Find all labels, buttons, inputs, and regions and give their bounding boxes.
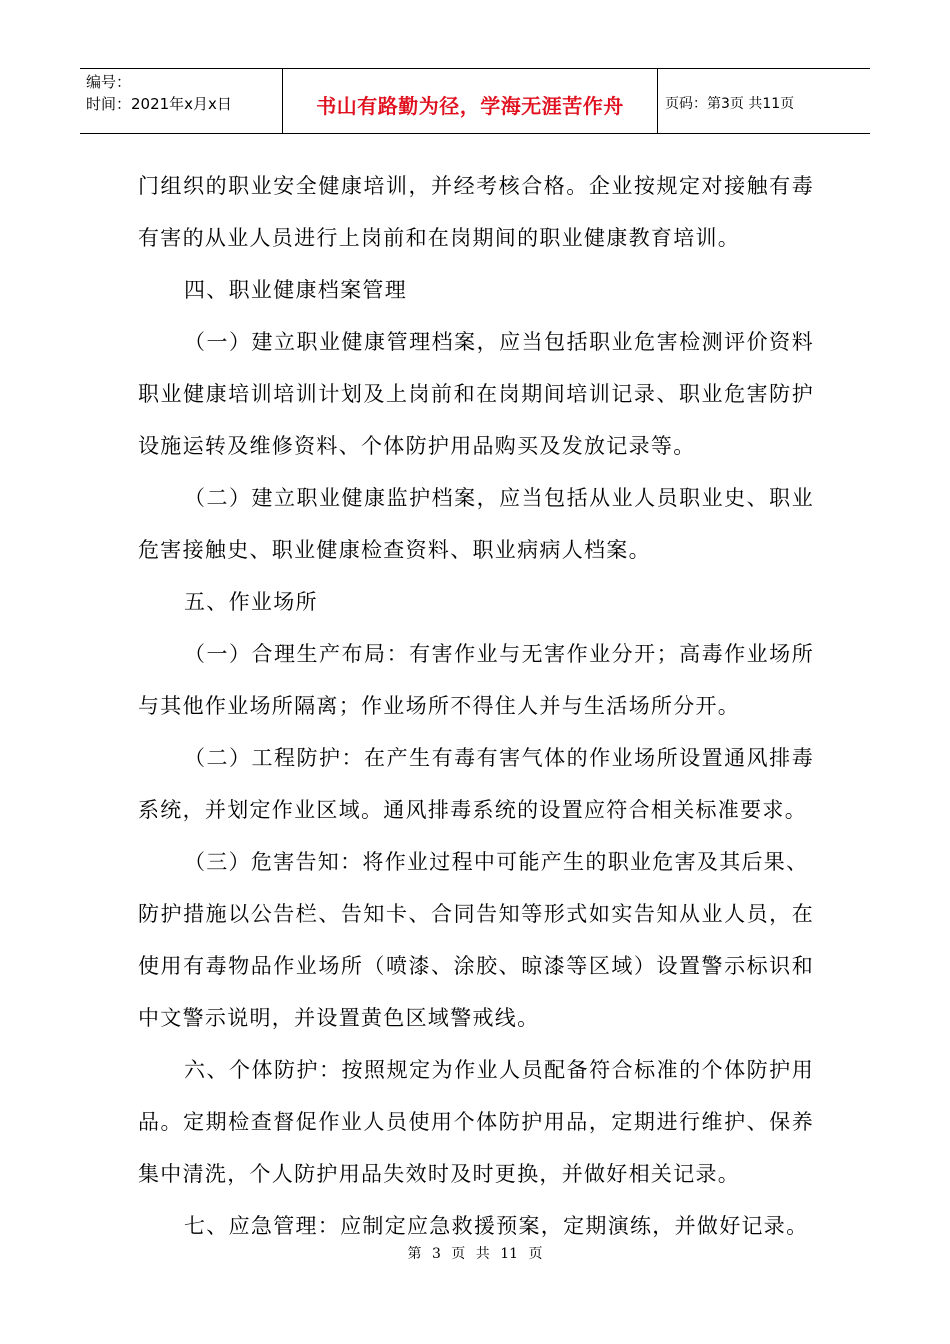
body-line: （二）工程防护：在产生有毒有害气体的作业场所设置通风排毒 [184, 746, 814, 770]
body-line: 六、个体防护：按照规定为作业人员配备符合标准的个体防护用 [184, 1058, 814, 1082]
body-line: （二）建立职业健康监护档案，应当包括从业人员职业史、职业 [184, 486, 814, 510]
page-footer: 第 3 页 共 11 页 [407, 1246, 543, 1262]
header-meta [80, 69, 283, 133]
body-line: 集中清洗，个人防护用品失效时及时更换，并做好相关记录。 [138, 1162, 741, 1186]
document-number-label: 编号： [86, 73, 132, 91]
body-line: 设施运转及维修资料、个体防护用品购买及发放记录等。 [138, 434, 696, 458]
header-motto: 书山有路勤为径，学海无涯苦作舟 [283, 69, 658, 133]
body-line: 门组织的职业安全健康培训，并经考核合格。企业按规定对接触有毒 [138, 174, 814, 198]
body-line: （一）建立职业健康管理档案，应当包括职业危害检测评价资料 [184, 330, 814, 354]
section-heading: 四、职业健康档案管理 [184, 278, 407, 302]
page-header [80, 68, 870, 134]
section-heading: 五、作业场所 [184, 590, 318, 614]
body-line: 有害的从业人员进行上岗前和在岗期间的职业健康教育培训。 [138, 226, 741, 250]
header-page-info: 页码：第3页 共11页 [665, 96, 795, 112]
body-line: 系统，并划定作业区域。通风排毒系统的设置应符合相关标准要求。 [138, 798, 807, 822]
body-line: 职业健康培训培训计划及上岗前和在岗期间培训记录、职业危害防护 [138, 382, 814, 406]
document-date: 时间：2021年x月x日 [86, 95, 232, 113]
body-line: 与其他作业场所隔离；作业场所不得住人并与生活场所分开。 [138, 694, 741, 718]
body-line: 危害接触史、职业健康检查资料、职业病病人档案。 [138, 538, 651, 562]
body-line: 防护措施以公告栏、告知卡、合同告知等形式如实告知从业人员，在 [138, 902, 814, 926]
body-line: 使用有毒物品作业场所（喷漆、涂胶、晾漆等区域）设置警示标识和 [138, 954, 814, 978]
body-line: 中文警示说明，并设置黄色区域警戒线。 [138, 1006, 540, 1030]
body-line: （三）危害告知：将作业过程中可能产生的职业危害及其后果、 [184, 850, 809, 874]
document-body [138, 160, 814, 1252]
body-line: 品。定期检查督促作业人员使用个体防护用品，定期进行维护、保养 [138, 1110, 814, 1134]
body-line: 七、应急管理：应制定应急救援预案，定期演练，并做好记录。 [184, 1214, 809, 1238]
body-line: （一）合理生产布局：有害作业与无害作业分开；高毒作业场所 [184, 642, 814, 666]
